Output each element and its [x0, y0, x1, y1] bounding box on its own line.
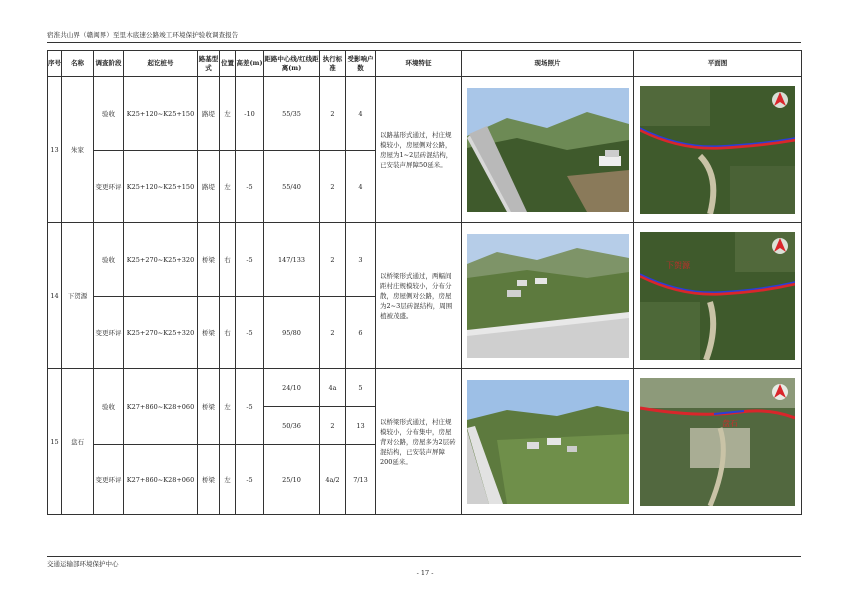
footer-divider — [47, 556, 801, 557]
position: 左 — [220, 369, 236, 445]
standard: 4a/2 — [320, 445, 346, 515]
height-diff: -10 — [236, 77, 264, 151]
site-photo-cell — [462, 77, 634, 223]
village-name: 下贺源 — [62, 223, 94, 369]
running-header: 宿淮共山界（赣闽界）至里木底速公路竣工环境保护验收调查报告 — [47, 31, 239, 39]
height-diff: -5 — [236, 369, 264, 445]
household-count: 4 — [346, 151, 376, 223]
survey-table — [47, 50, 802, 515]
table-row — [48, 369, 802, 407]
col-header: 起讫桩号 — [124, 51, 198, 77]
site-photo-cell — [462, 223, 634, 369]
plan-map — [640, 86, 795, 214]
household-count: 5 — [346, 369, 376, 407]
position: 左 — [220, 77, 236, 151]
standard: 2 — [320, 407, 346, 445]
distance: 25/10 — [264, 445, 320, 515]
col-header: 现场照片 — [462, 51, 634, 77]
col-header: 调查阶段 — [94, 51, 124, 77]
height-diff: -5 — [236, 151, 264, 223]
pile-range: K25+270~K25+320 — [124, 223, 198, 297]
pile-range: K25+120~K25+150 — [124, 77, 198, 151]
distance: 147/133 — [264, 223, 320, 297]
distance: 95/80 — [264, 297, 320, 369]
col-header: 执行标准 — [320, 51, 346, 77]
table-row — [48, 77, 802, 151]
stage: 变更环评 — [94, 151, 124, 223]
footer-org: 交通运输部环境保护中心 — [47, 560, 119, 568]
stage: 变更环评 — [94, 445, 124, 515]
village-name: 盘石 — [62, 369, 94, 515]
distance: 50/36 — [264, 407, 320, 445]
pile-range: K27+860~K28+060 — [124, 369, 198, 445]
header-divider — [47, 42, 801, 43]
stage: 验收 — [94, 369, 124, 445]
page-number: - 17 - — [416, 569, 434, 577]
row-number: 13 — [48, 77, 62, 223]
plan-map — [640, 378, 795, 506]
road-form: 桥梁 — [198, 369, 220, 445]
env-description: 以桥梁形式通过，两幅间距村庄规模较小，分布分散，房屋侧对公路，房屋为2~3层砖混结构，周围植被茂盛。 — [376, 223, 462, 369]
col-header: 名称 — [62, 51, 94, 77]
site-photo — [467, 88, 629, 212]
col-header: 平面图 — [634, 51, 802, 77]
site-photo-cell — [462, 369, 634, 515]
household-count: 3 — [346, 223, 376, 297]
road-form: 桥梁 — [198, 297, 220, 369]
stage: 验收 — [94, 77, 124, 151]
road-form: 路堤 — [198, 77, 220, 151]
road-form: 桥梁 — [198, 223, 220, 297]
row-number: 15 — [48, 369, 62, 515]
position: 左 — [220, 445, 236, 515]
table-row — [48, 223, 802, 297]
plan-map-cell — [634, 369, 802, 515]
col-header: 环境特征 — [376, 51, 462, 77]
household-count: 6 — [346, 297, 376, 369]
plan-map — [640, 232, 795, 360]
household-count: 13 — [346, 407, 376, 445]
height-diff: -5 — [236, 223, 264, 297]
standard: 2 — [320, 223, 346, 297]
site-photo — [467, 234, 629, 358]
site-photo — [467, 380, 629, 504]
env-description: 以路基形式通过，村庄规模较小，房屋侧对公路，房屋为1~2层砖混结构，已安装声屏障50延米。 — [376, 77, 462, 223]
height-diff: -5 — [236, 297, 264, 369]
height-diff: -5 — [236, 445, 264, 515]
village-name: 朱家 — [62, 77, 94, 223]
row-number: 14 — [48, 223, 62, 369]
road-form: 桥梁 — [198, 445, 220, 515]
col-header: 距路中心线/红线距离(m) — [264, 51, 320, 77]
stage: 变更环评 — [94, 297, 124, 369]
distance: 55/40 — [264, 151, 320, 223]
standard: 4a — [320, 369, 346, 407]
standard: 2 — [320, 297, 346, 369]
distance: 55/35 — [264, 77, 320, 151]
col-header: 受影响户数 — [346, 51, 376, 77]
stage: 验收 — [94, 223, 124, 297]
map-label: 下贺源 — [666, 260, 690, 270]
road-form: 路堤 — [198, 151, 220, 223]
col-header: 序号 — [48, 51, 62, 77]
env-description: 以桥梁形式通过，村庄规模较小，分布集中，房屋背对公路，房屋多为2层砖混结构，已安装声屏障200延米。 — [376, 369, 462, 515]
pile-range: K25+270~K25+320 — [124, 297, 198, 369]
position: 左 — [220, 151, 236, 223]
col-header: 高差(m) — [236, 51, 264, 77]
plan-map-cell — [634, 77, 802, 223]
standard: 2 — [320, 77, 346, 151]
pile-range: K27+860~K28+060 — [124, 445, 198, 515]
household-count: 7/13 — [346, 445, 376, 515]
col-header: 路基型式 — [198, 51, 220, 77]
table-header-row — [48, 51, 802, 77]
position: 右 — [220, 297, 236, 369]
plan-map-cell — [634, 223, 802, 369]
standard: 2 — [320, 151, 346, 223]
pile-range: K25+120~K25+150 — [124, 151, 198, 223]
household-count: 4 — [346, 77, 376, 151]
map-label: 盘石 — [722, 418, 738, 428]
col-header: 位置 — [220, 51, 236, 77]
position: 右 — [220, 223, 236, 297]
distance: 24/10 — [264, 369, 320, 407]
